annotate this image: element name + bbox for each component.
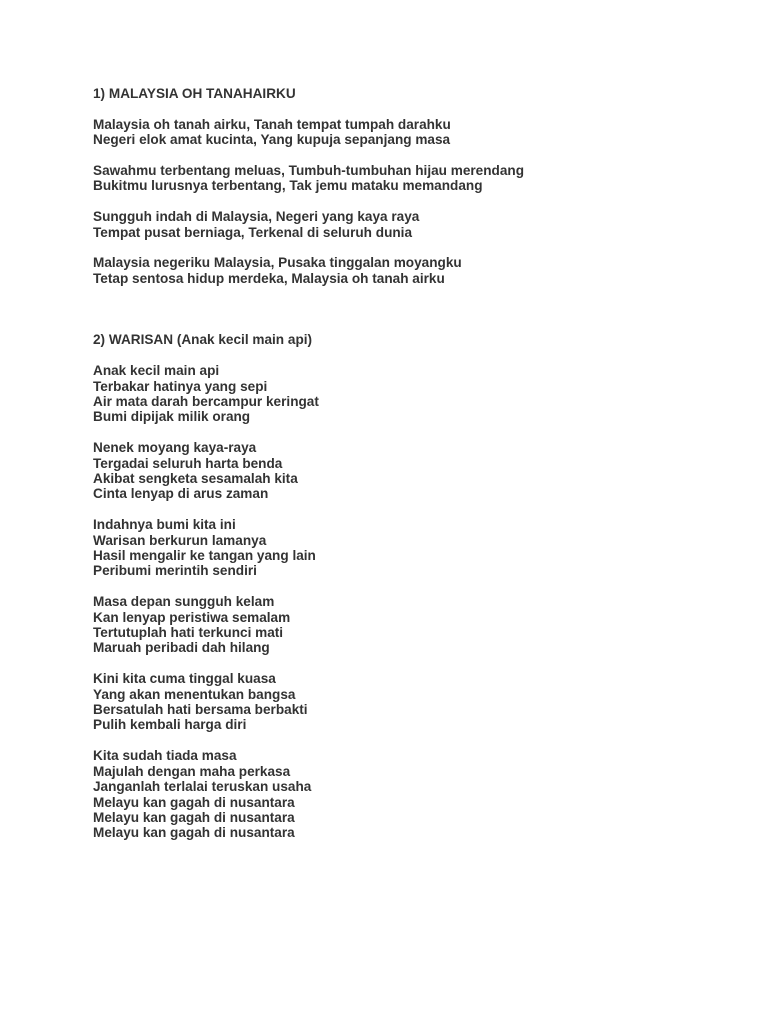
lyric-line: Tertutuplah hati terkunci mati: [93, 625, 284, 641]
lyric-line: Janganlah terlalai teruskan usaha: [93, 779, 312, 795]
stanza-spacer: [93, 733, 713, 748]
song-section: [93, 86, 713, 286]
lyric-line: Bersatulah hati bersama berbakti: [93, 702, 308, 718]
stanza-spacer: [93, 502, 713, 517]
title-spacer: [93, 101, 713, 116]
lyric-line: Pulih kembali harga diri: [93, 717, 247, 733]
lyric-line: Kita sudah tiada masa: [93, 748, 237, 764]
lyric-line: Melayu kan gagah di nusantara: [93, 794, 295, 810]
lyric-line: Kan lenyap peristiwa semalam: [93, 609, 291, 625]
lyric-line: Indahnya bumi kita ini: [93, 517, 236, 533]
lyric-line: Kini kita cuma tinggal kuasa: [93, 671, 276, 687]
lyric-line: Peribumi merintih sendiri: [93, 563, 257, 579]
lyric-line: Air mata darah bercampur keringat: [93, 394, 319, 410]
stanza: [93, 594, 713, 656]
stanza: [93, 255, 713, 286]
stanza: [93, 163, 713, 194]
stanza-spacer: [93, 425, 713, 440]
stanza-spacer: [93, 656, 713, 671]
stanza: [93, 671, 713, 733]
lyric-line: Sawahmu terbentang meluas, Tumbuh-tumbuhan hijau merendang: [93, 163, 525, 178]
song-title: 1) MALAYSIA OH TANAHAIRKU: [93, 86, 296, 101]
stanza: [93, 117, 713, 148]
lyric-line: Sungguh indah di Malaysia, Negeri yang kaya raya: [93, 209, 420, 225]
lyric-line: Hasil mengalir ke tangan yang lain: [93, 548, 316, 564]
lyric-line: Melayu kan gagah di nusantara: [93, 809, 295, 825]
lyric-line: Yang akan menentukan bangsa: [93, 686, 296, 702]
lyric-line: Negeri elok amat kucinta, Yang kupuja sepanjang masa: [93, 132, 451, 148]
lyric-line: Maruah peribadi dah hilang: [93, 640, 270, 656]
lyric-line: Majulah dengan maha perkasa: [93, 763, 291, 779]
lyric-line: Nenek moyang kaya-raya: [93, 440, 257, 456]
lyric-line: Anak kecil main api: [93, 363, 220, 379]
lyrics-content: [93, 86, 713, 841]
stanza: [93, 748, 713, 840]
lyric-line: Masa depan sungguh kelam: [93, 594, 275, 610]
song-section: [93, 332, 713, 840]
lyric-line: Akibat sengketa sesamalah kita: [93, 471, 298, 487]
lyric-line: Cinta lenyap di arus zaman: [93, 486, 269, 502]
lyric-line: Melayu kan gagah di nusantara: [93, 825, 295, 841]
stanza-spacer: [93, 240, 713, 255]
lyric-line: Bumi dipijak milik orang: [93, 409, 251, 425]
stanza: [93, 363, 713, 425]
lyric-line: Malaysia oh tanah airku, Tanah tempat tumpah darahku: [93, 116, 451, 132]
title-spacer: [93, 348, 713, 363]
lyric-line: Tergadai seluruh harta benda: [93, 455, 283, 471]
stanza-spacer: [93, 148, 713, 163]
lyric-line: Terbakar hatinya yang sepi: [93, 378, 268, 394]
song-separator: [93, 286, 713, 332]
lyric-line: Warisan berkurun lamanya: [93, 532, 267, 548]
stanza: [93, 209, 713, 240]
lyric-line: Bukitmu lurusnya terbentang, Tak jemu mataku memandang: [93, 178, 483, 194]
stanza: [93, 440, 713, 502]
stanza-spacer: [93, 579, 713, 594]
lyric-line: Tempat pusat berniaga, Terkenal di seluruh dunia: [93, 224, 413, 240]
lyric-line: Malaysia negeriku Malaysia, Pusaka tinggalan moyangku: [93, 255, 462, 271]
stanza-spacer: [93, 194, 713, 209]
stanza: [93, 517, 713, 579]
lyric-line: Tetap sentosa hidup merdeka, Malaysia oh tanah airku: [93, 270, 445, 286]
song-title: 2) WARISAN (Anak kecil main api): [93, 332, 313, 348]
